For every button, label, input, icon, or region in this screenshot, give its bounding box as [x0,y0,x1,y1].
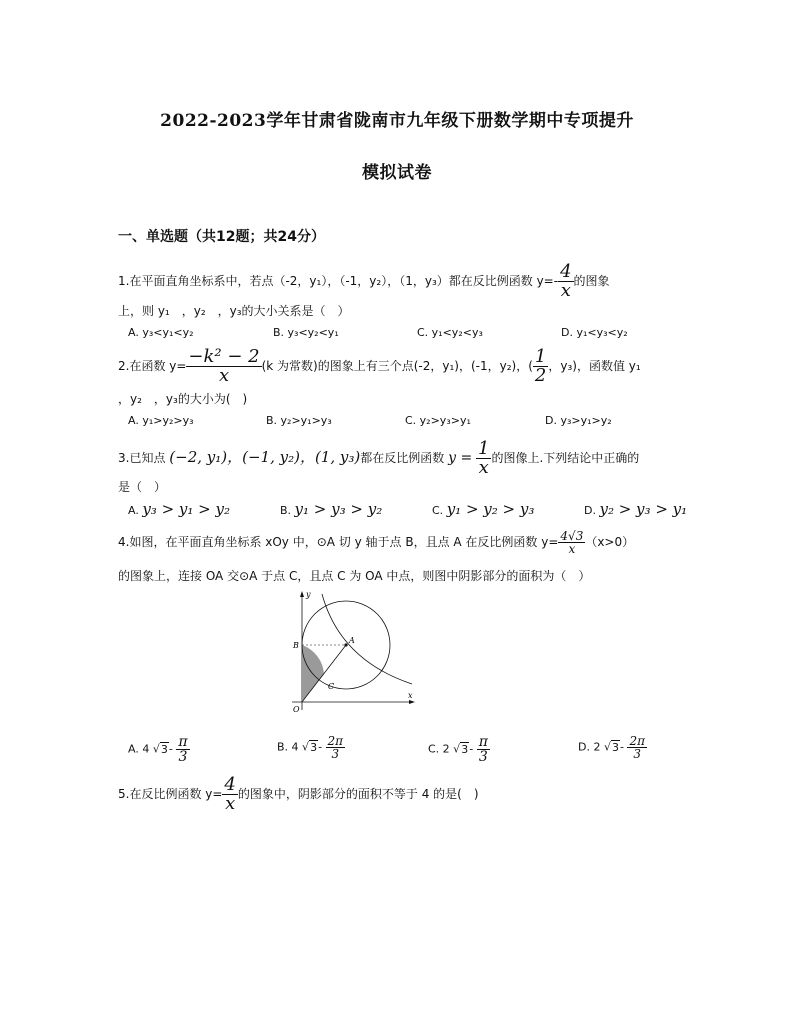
q3-option-d[interactable] [584,500,687,518]
point-a [344,643,347,646]
q4-option-c-num: π [478,734,488,750]
q4-option-a-label: A. 4 [128,742,150,756]
q4-option-a-frac [176,735,189,764]
q2-option-d[interactable]: D. y₃>y₁>y₂ [545,414,612,427]
doc-title-line2: 模拟试卷 [362,163,432,183]
q4-option-a-den: 3 [178,749,188,765]
q4-option-c-frac [477,735,490,764]
label-c: C [328,682,335,691]
q1-option-b[interactable]: B. y₃<y₂<y₁ [273,326,339,339]
q4-frac-den: x [568,542,576,556]
q4-option-b-sep: - [318,740,323,754]
q1-frac-num: 4 [560,261,572,282]
q2-option-a[interactable]: A. y₁>y₂>y₃ [128,414,194,427]
q2-fraction [186,348,261,385]
q2-frac-den: x [218,365,230,386]
q3-option-c-label: C. [432,504,444,517]
q1-stem [118,263,610,300]
q4-frac-num: 4√3 [560,529,584,543]
q2-half-den: 2 [534,365,547,386]
q3-option-b[interactable] [280,500,382,518]
q4-option-b-den: 3 [331,747,340,761]
q3-frac-den: x [478,457,489,478]
q4-option-b-label: B. 4 [277,740,299,754]
q3-frac-num: 1 [478,438,490,459]
y-axis-arrow [300,591,304,597]
q1-fraction [558,263,573,300]
q4-option-c-den: 3 [478,749,488,765]
q4-option-b-frac [326,735,346,760]
q1-frac-den: x [560,280,571,301]
q4-option-a[interactable]: A. 4 √3- $\frac{\pi}{3}$ [128,734,188,765]
q4-option-c[interactable]: C. 2 √3- $\frac{\pi}{3}$ [428,734,488,765]
q4-option-b-radicand: 3 [310,740,318,754]
doc-title-line1: 2022-2023学年甘肃省陇南市九年级下册数学期中专项提升 [160,111,634,131]
q3-fraction [476,440,491,477]
q3-option-d-label: D. [584,504,596,517]
q1-option-a[interactable]: A. y₃<y₁<y₂ [128,326,194,339]
q1-option-c[interactable]: C. y₁<y₂<y₃ [417,326,483,339]
q4-option-c-label: C. 2 [428,742,450,756]
q2-stem-text: 2.在函数 y= [118,359,187,373]
q3-option-a[interactable] [128,500,230,518]
q4-fraction [558,530,585,555]
q3-option-a-expr: y₃ > y₁ > y₂ [142,500,230,518]
q4-option-c-sep: - [469,742,474,756]
q2-option-b[interactable]: B. y₂>y₁>y₃ [266,414,332,427]
label-y: y [306,590,311,599]
q4-option-a-radicand: 3 [160,742,168,756]
label-a: A [349,636,355,645]
q4-stem [118,530,634,555]
q4-stem-tail: （x>0） [585,535,635,549]
q3-stem-text: 3.已知点 [118,451,166,465]
q5-frac-num: 4 [224,774,236,795]
q3-points: (−2, y₁)，(−1, y₂)，(1, y₃) [169,448,361,466]
label-b: B [293,641,299,650]
q3-option-a-label: A. [128,504,139,517]
q2-stem-mid: (k 为常数)的图象上有三个点(-2，y₁)，(-1，y₂)，( [261,359,533,373]
label-o: O [293,705,300,714]
q1-stem-text: 1.在平面直角坐标系中，若点（-2，y₁），（-1，y₂），（1，y₃）都在反比例函数 y=- [118,274,559,288]
q1-line2: 上，则 y₁ ，y₂ ，y₃的大小关系是（ ） [118,304,350,318]
q3-option-c-expr: y₁ > y₂ > y₃ [446,500,535,518]
q3-stem-tail: 的图像上.下列结论中正确的 [491,451,640,465]
q4-option-d-label: D. 2 [578,740,601,754]
q3-option-d-expr: y₂ > y₃ > y₁ [599,500,688,518]
q5-frac-den: x [225,793,236,814]
q5-stem-text: 5.在反比例函数 y= [118,787,223,801]
q4-option-b[interactable]: B. 4 √3- $\frac{2\pi}{3}$ [277,734,344,761]
q4-option-d-num: 2π [629,734,645,748]
q5-stem-tail: 的图象中，阴影部分的面积不等于 4 的是( ) [237,787,479,801]
q2-line2: ，y₂ ，y₃的大小为( ) [118,392,248,406]
q4-line2: 的图象上，连接 OA 交⊙A 于点 C，且点 C 为 OA 中点，则图中阴影部分的面积为（ ） [118,569,591,583]
q3-stem [118,440,639,477]
q1-option-d[interactable]: D. y₁<y₃<y₂ [561,326,628,339]
q2-stem-tail: ，y₃)，函数值 y₁ [548,359,641,373]
q4-option-d-frac [627,735,647,760]
q2-option-c[interactable]: C. y₂>y₃>y₁ [405,414,471,427]
x-axis-arrow [409,700,415,704]
label-x: x [408,691,413,700]
q2-frac-num: −k² − 2 [188,346,260,367]
q3-option-c[interactable] [432,500,534,518]
q4-option-d-sep: - [619,740,624,754]
q4-option-c-radicand: 3 [461,742,469,756]
q4-option-b-num: 2π [327,734,344,748]
q2-stem [118,348,641,385]
q4-option-a-sep: - [168,742,173,756]
q3-option-b-label: B. [280,504,292,517]
q1-stem-tail: 的图象 [573,274,610,288]
q4-option-d[interactable]: D. 2 √3- $\frac{2\pi}{3}$ [578,734,645,761]
q2-half-num: 1 [534,346,547,367]
q4-option-d-den: 3 [633,747,642,761]
q5-fraction [222,776,237,813]
q3-func-lhs: y = [448,450,473,466]
q2-half-fraction [533,348,548,385]
q4-option-a-num: π [178,734,188,750]
q4-stem-text: 4.如图，在平面直角坐标系 xOy 中，⊙A 切 y 轴于点 B，且点 A 在反比例函数 y= [118,535,559,549]
q4-option-d-radicand: 3 [611,740,619,754]
q4-figure [290,588,420,718]
q5-stem [118,776,479,813]
q3-stem-mid: 都在反比例函数 [360,451,445,465]
hyperbola-curve [322,594,412,684]
q3-option-b-expr: y₁ > y₃ > y₂ [294,500,383,518]
q3-line2: 是（ ） [118,480,167,494]
section-heading: 一、单选题（共12题；共24分） [118,229,325,245]
